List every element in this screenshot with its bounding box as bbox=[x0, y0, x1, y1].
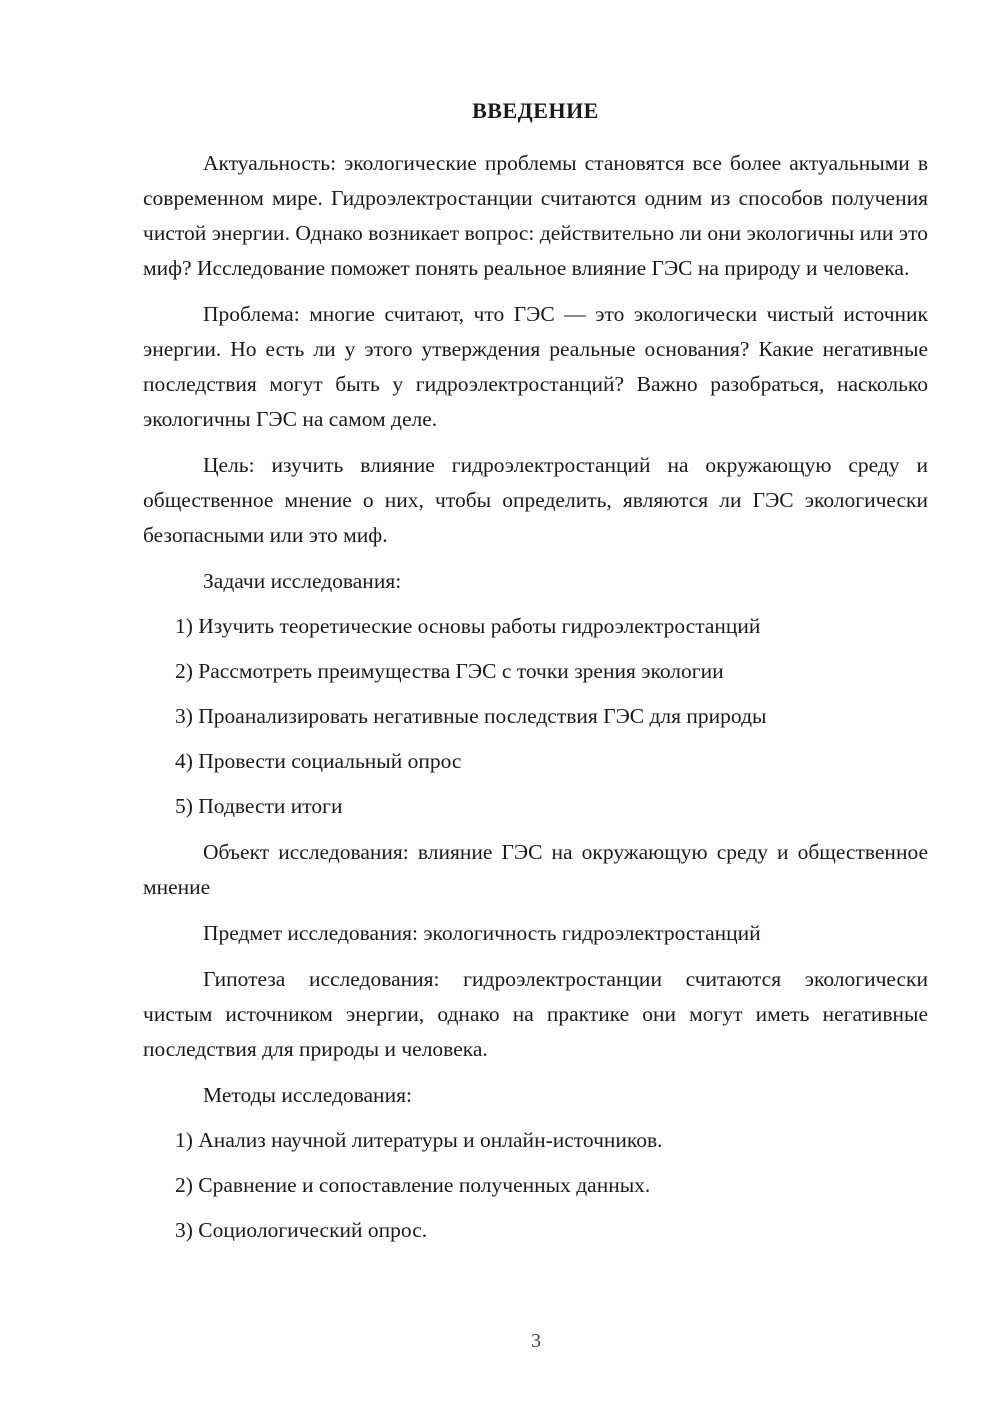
list-item: 3) Проанализировать негативные последствия ГЭС для природы bbox=[175, 704, 767, 728]
tasks-heading: Задачи исследования: bbox=[203, 569, 402, 593]
list-item: 4) Провести социальный опрос bbox=[175, 749, 462, 773]
relevance-paragraph: Актуальность: экологические проблемы становятся все более актуальными в современном мире. Гидроэлектростанции считаются одним из способов получения чистой энергии. Однако возникает вопрос: действительно ли они экологичны или это миф? Исследование поможет понять реальное влияние ГЭС на природу и человека. bbox=[143, 151, 928, 280]
object-paragraph: Объект исследования: влияние ГЭС на окружающую среду и общественное мнение bbox=[143, 840, 928, 899]
tasks-list bbox=[143, 609, 928, 824]
methods-list bbox=[143, 1123, 928, 1248]
list-item: 1) Анализ научной литературы и онлайн-источников. bbox=[175, 1128, 663, 1152]
list-item: 5) Подвести итоги bbox=[175, 794, 343, 818]
subject-paragraph: Предмет исследования: экологичность гидроэлектростанций bbox=[203, 921, 761, 945]
page-title: ВВЕДЕНИЕ bbox=[472, 98, 599, 123]
list-item: 3) Социологический опрос. bbox=[175, 1218, 428, 1242]
goal-paragraph: Цель: изучить влияние гидроэлектростанций на окружающую среду и общественное мнение о них, чтобы определить, являются ли ГЭС экологически безопасными или это миф. bbox=[143, 453, 928, 547]
document-page bbox=[143, 96, 928, 1259]
hypothesis-paragraph: Гипотеза исследования: гидроэлектростанции считаются экологически чистым источником энергии, однако на практике они могут иметь негативные последствия для природы и человека. bbox=[143, 967, 928, 1061]
list-item: 2) Рассмотреть преимущества ГЭС с точки зрения экологии bbox=[175, 659, 724, 683]
list-item: 2) Сравнение и сопоставление полученных данных. bbox=[175, 1173, 651, 1197]
methods-heading: Методы исследования: bbox=[203, 1083, 412, 1107]
problem-paragraph: Проблема: многие считают, что ГЭС — это экологически чистый источник энергии. Но есть ли у этого утверждения реальные основания? Какие негативные последствия могут быть у гидроэлектростанций? Важно разобраться, насколько экологичны ГЭС на самом деле. bbox=[143, 302, 928, 431]
page-number: 3 bbox=[531, 1330, 541, 1352]
list-item: 1) Изучить теоретические основы работы гидроэлектростанций bbox=[175, 614, 761, 638]
